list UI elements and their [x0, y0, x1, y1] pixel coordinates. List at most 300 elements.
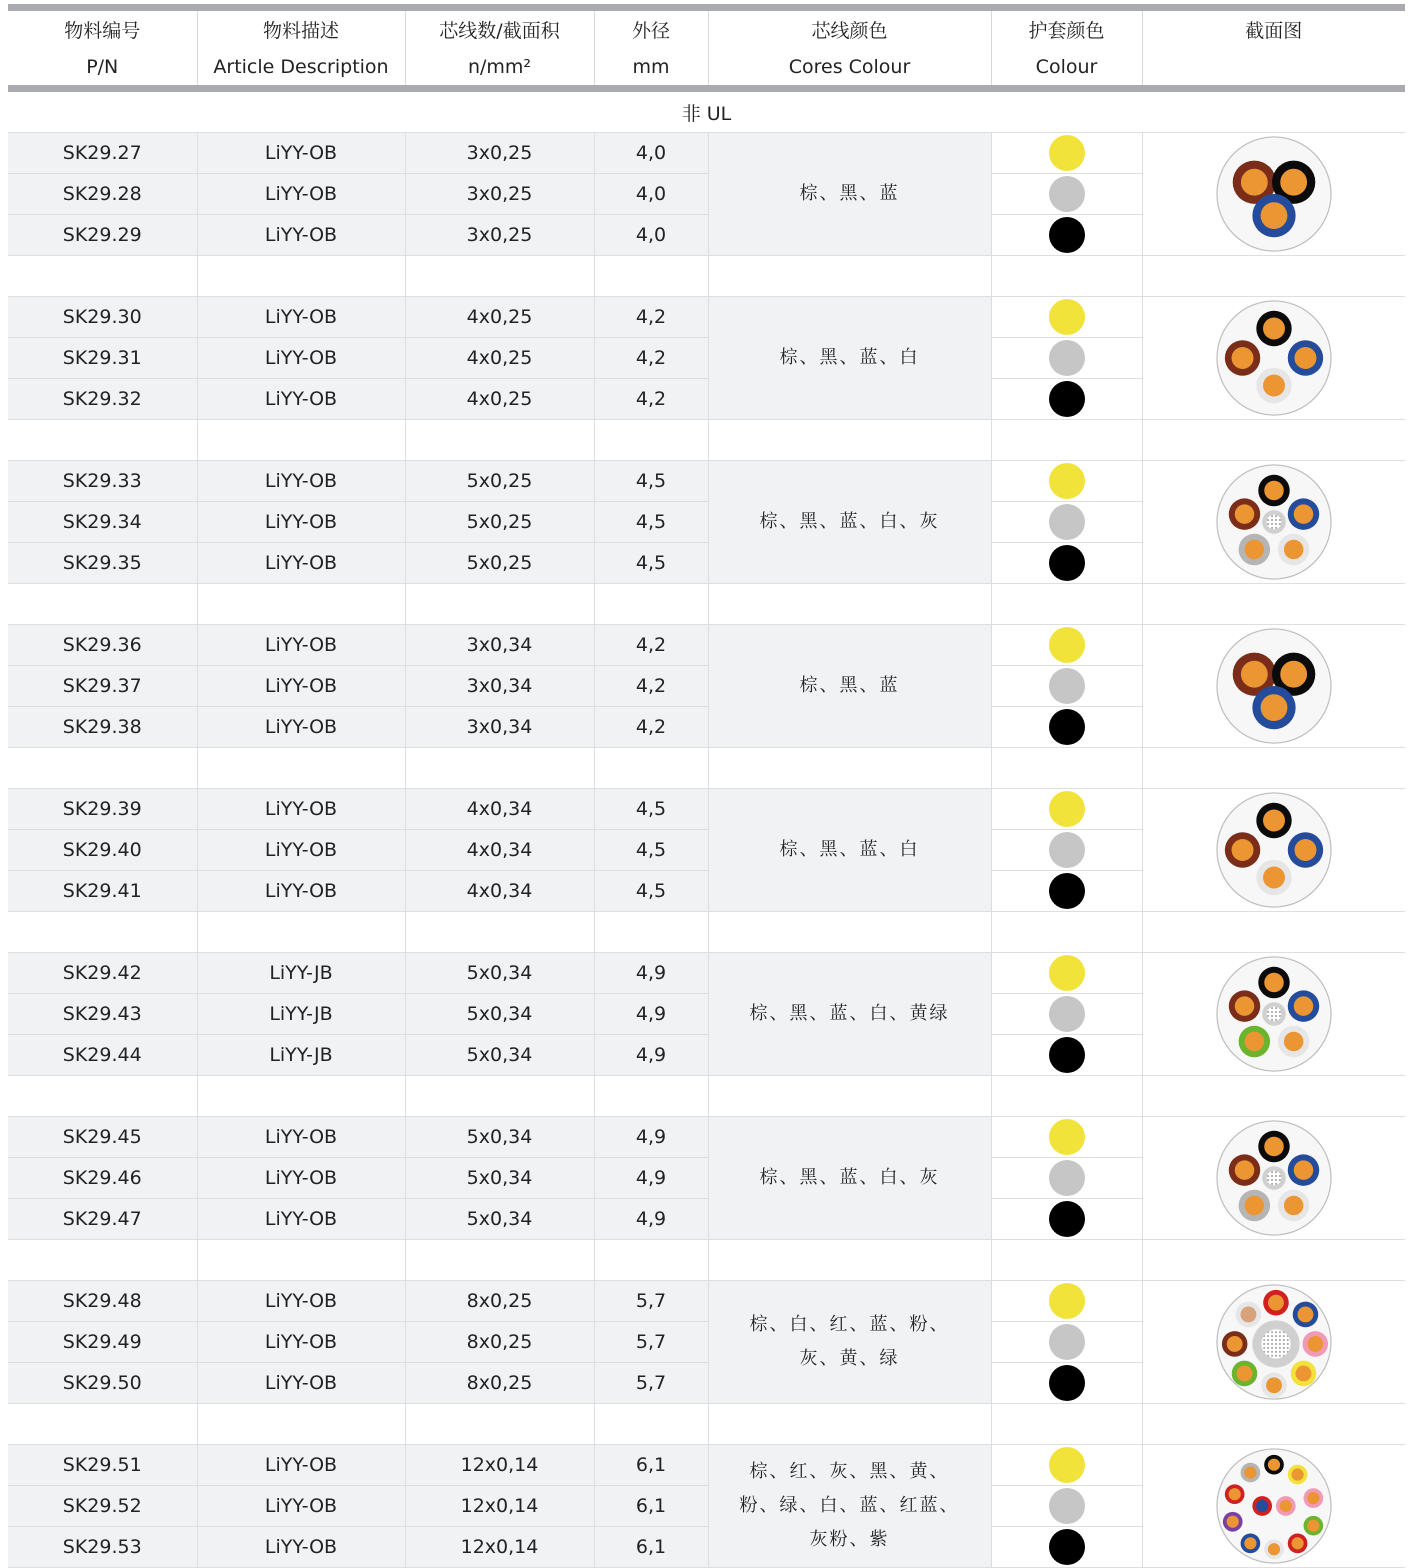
jacket-colour-swatch — [1049, 873, 1085, 909]
col-header-description-en: Article Description — [197, 48, 405, 85]
outer-diameter-cell: 4,5 — [594, 871, 708, 912]
jacket-colour-swatch — [1049, 709, 1085, 745]
product-table-sheet — [8, 4, 1405, 1568]
core-conductor — [1266, 1377, 1282, 1393]
col-header-cross-section: 截面图 — [1142, 11, 1405, 48]
cross-section-cell — [1142, 1281, 1405, 1404]
core-conductor — [1268, 1295, 1284, 1311]
core-colours-cell — [708, 133, 991, 256]
jacket-colour-swatch — [1049, 1488, 1085, 1524]
outer-diameter-cell: 4,9 — [594, 1117, 708, 1158]
jacket-colour-cell — [991, 215, 1142, 256]
part-number-cell: SK29.32 — [8, 379, 197, 420]
core-conductor — [1284, 1032, 1304, 1052]
core-conductor — [1263, 318, 1285, 340]
spacer-cell — [405, 1076, 594, 1117]
spacer-cell — [708, 1240, 991, 1281]
core-conductor — [1226, 1516, 1238, 1528]
jacket-colour-cell — [991, 502, 1142, 543]
col-header-pn: 物料编号 — [64, 20, 141, 42]
table-row — [8, 1445, 1405, 1486]
spacer-cell — [594, 420, 708, 461]
jacket-colour-cell — [991, 1035, 1142, 1076]
cores-cell: 12x0,14 — [405, 1486, 594, 1527]
core-colours-line: 棕、黑、蓝 — [799, 675, 900, 696]
cross-section-diagram — [1214, 1119, 1334, 1237]
jacket-colour-cell — [991, 830, 1142, 871]
cores-cell: 5x0,34 — [405, 1158, 594, 1199]
col-header-od: 外径 — [594, 11, 708, 48]
core-conductor — [1261, 1329, 1290, 1358]
jacket-colour-swatch — [1049, 1283, 1085, 1319]
spacer-cell — [594, 584, 708, 625]
cross-section-cell — [1142, 625, 1405, 748]
jacket-colour-swatch — [1049, 1119, 1085, 1155]
jacket-colour-swatch — [1049, 1160, 1085, 1196]
jacket-colour-swatch — [1049, 1037, 1085, 1073]
spacer-cell — [197, 256, 405, 297]
spacer-cell — [991, 256, 1142, 297]
cores-cell: 8x0,25 — [405, 1281, 594, 1322]
core-colours-line: 棕、黑、蓝、白 — [779, 347, 920, 368]
part-number-cell: SK29.29 — [8, 215, 197, 256]
spacer-cell — [594, 1240, 708, 1281]
description-cell: LiYY-OB — [197, 174, 405, 215]
core-conductor — [1260, 202, 1287, 229]
cores-cell: 5x0,34 — [405, 1035, 594, 1076]
cross-section-cell — [1142, 789, 1405, 912]
core-conductor — [1307, 1492, 1319, 1504]
core-colours-cell — [708, 625, 991, 748]
description-cell: LiYY-OB — [197, 543, 405, 584]
core-conductor — [1294, 347, 1316, 369]
jacket-colour-cell — [991, 174, 1142, 215]
outer-diameter-cell: 4,2 — [594, 666, 708, 707]
core-colours-line: 棕、黑、蓝、白、灰 — [759, 511, 940, 532]
cores-cell: 4x0,25 — [405, 379, 594, 420]
spacer-cell — [594, 256, 708, 297]
cross-section-diagram — [1214, 299, 1334, 417]
core-conductor — [1240, 1307, 1256, 1323]
description-cell: LiYY-OB — [197, 1322, 405, 1363]
cross-section-diagram — [1214, 463, 1334, 581]
core-colours-cell — [708, 789, 991, 912]
part-number-cell: SK29.38 — [8, 707, 197, 748]
jacket-colour-cell — [991, 543, 1142, 584]
outer-diameter-cell: 4,5 — [594, 789, 708, 830]
outer-diameter-cell: 4,2 — [594, 707, 708, 748]
cores-cell: 12x0,14 — [405, 1445, 594, 1486]
spacer-cell — [594, 1404, 708, 1445]
core-conductor — [1268, 1543, 1280, 1555]
core-conductor — [1266, 515, 1281, 530]
description-cell: LiYY-OB — [197, 830, 405, 871]
cores-cell: 5x0,34 — [405, 994, 594, 1035]
outer-diameter-cell: 5,7 — [594, 1363, 708, 1404]
spacer-cell — [8, 912, 197, 953]
jacket-colour-cell — [991, 297, 1142, 338]
jacket-colour-cell — [991, 1363, 1142, 1404]
spacer-cell — [197, 748, 405, 789]
jacket-colour-cell — [991, 1445, 1142, 1486]
description-cell: LiYY-OB — [197, 1281, 405, 1322]
core-colours-cell — [708, 461, 991, 584]
outer-diameter-cell: 4,0 — [594, 174, 708, 215]
outer-diameter-cell: 5,7 — [594, 1281, 708, 1322]
cores-cell: 3x0,25 — [405, 133, 594, 174]
jacket-colour-swatch — [1049, 996, 1085, 1032]
core-conductor — [1293, 504, 1313, 524]
core-conductor — [1263, 867, 1285, 889]
spacer-cell — [991, 1404, 1142, 1445]
core-colours-cell — [708, 1445, 991, 1568]
part-number-cell: SK29.35 — [8, 543, 197, 584]
core-conductor — [1263, 375, 1285, 397]
part-number-cell: SK29.33 — [8, 461, 197, 502]
cores-cell: 12x0,14 — [405, 1527, 594, 1568]
section-label: 非 UL — [8, 92, 1405, 133]
jacket-colour-cell — [991, 994, 1142, 1035]
cores-cell: 5x0,34 — [405, 953, 594, 994]
part-number-cell: SK29.30 — [8, 297, 197, 338]
table-row — [8, 133, 1405, 174]
core-colours-line: 灰、黄、绿 — [799, 1348, 900, 1369]
spacer-row — [8, 1404, 1405, 1445]
jacket-colour-cell — [991, 1199, 1142, 1240]
cores-cell: 3x0,34 — [405, 666, 594, 707]
spacer-cell — [708, 256, 991, 297]
part-number-cell: SK29.31 — [8, 338, 197, 379]
table-row — [8, 297, 1405, 338]
description-cell: LiYY-JB — [197, 994, 405, 1035]
spacer-row — [8, 584, 1405, 625]
spacer-cell — [991, 912, 1142, 953]
header-row-zh — [8, 11, 1405, 48]
jacket-colour-cell — [991, 1322, 1142, 1363]
spacer-cell — [708, 748, 991, 789]
outer-diameter-cell: 4,0 — [594, 133, 708, 174]
part-number-cell: SK29.45 — [8, 1117, 197, 1158]
cores-cell: 5x0,25 — [405, 502, 594, 543]
description-cell: LiYY-OB — [197, 707, 405, 748]
cores-cell: 3x0,25 — [405, 174, 594, 215]
core-conductor — [1264, 973, 1284, 993]
core-conductor — [1241, 661, 1268, 688]
jacket-colour-cell — [991, 1527, 1142, 1568]
cores-cell: 3x0,34 — [405, 707, 594, 748]
spacer-cell — [594, 748, 708, 789]
col-header-od-en: mm — [594, 48, 708, 85]
outer-diameter-cell: 4,9 — [594, 994, 708, 1035]
spacer-cell — [1142, 584, 1405, 625]
col-header-cross-section-en — [1142, 48, 1405, 85]
spacer-cell — [594, 1076, 708, 1117]
outer-diameter-cell: 6,1 — [594, 1486, 708, 1527]
spacer-cell — [1142, 420, 1405, 461]
table-row — [8, 1281, 1405, 1322]
part-number-cell: SK29.36 — [8, 625, 197, 666]
description-cell: LiYY-OB — [197, 1199, 405, 1240]
part-number-cell: SK29.49 — [8, 1322, 197, 1363]
core-conductor — [1284, 1196, 1304, 1216]
core-conductor — [1294, 839, 1316, 861]
jacket-colour-cell — [991, 338, 1142, 379]
description-cell: LiYY-OB — [197, 871, 405, 912]
header-table — [8, 11, 1405, 85]
table-row — [8, 789, 1405, 830]
spacer-cell — [594, 912, 708, 953]
spacer-cell — [8, 1404, 197, 1445]
cores-cell: 5x0,34 — [405, 1117, 594, 1158]
core-conductor — [1260, 694, 1287, 721]
description-cell: LiYY-OB — [197, 1117, 405, 1158]
jacket-colour-cell — [991, 707, 1142, 748]
spacer-row — [8, 1076, 1405, 1117]
core-colours-line: 棕、黑、蓝、白 — [779, 839, 920, 860]
spacer-cell — [708, 420, 991, 461]
spacer-cell — [8, 1240, 197, 1281]
outer-diameter-cell: 4,9 — [594, 1199, 708, 1240]
part-number-cell: SK29.40 — [8, 830, 197, 871]
spacer-cell — [1142, 1240, 1405, 1281]
outer-diameter-cell: 4,5 — [594, 461, 708, 502]
header-rule — [8, 85, 1405, 92]
core-conductor — [1256, 1500, 1268, 1512]
core-conductor — [1241, 169, 1268, 196]
outer-diameter-cell: 4,5 — [594, 502, 708, 543]
core-conductor — [1291, 1537, 1303, 1549]
description-cell: LiYY-OB — [197, 502, 405, 543]
jacket-colour-swatch — [1049, 1365, 1085, 1401]
jacket-colour-swatch — [1049, 627, 1085, 663]
cross-section-diagram — [1214, 1283, 1334, 1401]
core-conductor — [1280, 169, 1307, 196]
part-number-cell: SK29.47 — [8, 1199, 197, 1240]
table-row — [8, 1117, 1405, 1158]
spacer-cell — [197, 1404, 405, 1445]
cores-cell: 3x0,25 — [405, 215, 594, 256]
description-cell: LiYY-OB — [197, 1363, 405, 1404]
jacket-colour-cell — [991, 666, 1142, 707]
cores-cell: 4x0,25 — [405, 338, 594, 379]
spacer-cell — [405, 256, 594, 297]
spacer-cell — [991, 1240, 1142, 1281]
outer-diameter-cell: 4,2 — [594, 338, 708, 379]
spacer-cell — [708, 912, 991, 953]
jacket-colour-swatch — [1049, 176, 1085, 212]
core-conductor — [1234, 504, 1254, 524]
jacket-colour-swatch — [1049, 463, 1085, 499]
part-number-cell: SK29.50 — [8, 1363, 197, 1404]
spacer-cell — [708, 584, 991, 625]
core-conductor — [1293, 996, 1313, 1016]
spacer-cell — [1142, 912, 1405, 953]
table-row — [8, 953, 1405, 994]
spacer-row — [8, 1240, 1405, 1281]
jacket-colour-swatch — [1049, 1529, 1085, 1565]
col-header-core-colours-en: Cores Colour — [708, 48, 991, 85]
spacer-cell — [405, 912, 594, 953]
part-number-cell: SK29.48 — [8, 1281, 197, 1322]
jacket-colour-cell — [991, 1486, 1142, 1527]
core-colours-cell — [708, 953, 991, 1076]
core-conductor — [1264, 481, 1284, 501]
outer-diameter-cell: 4,2 — [594, 297, 708, 338]
col-header-cores: 芯线数/截面积 — [405, 11, 594, 48]
spacer-cell — [8, 256, 197, 297]
core-colours-cell — [708, 297, 991, 420]
core-colours-line: 粉、绿、白、蓝、红蓝、 — [739, 1495, 960, 1516]
part-number-cell: SK29.46 — [8, 1158, 197, 1199]
jacket-colour-swatch — [1049, 668, 1085, 704]
core-conductor — [1291, 1468, 1303, 1480]
core-colours-line: 棕、黑、蓝、白、黄绿 — [749, 1003, 950, 1024]
spacer-cell — [708, 1076, 991, 1117]
description-cell: LiYY-OB — [197, 1445, 405, 1486]
core-colours-line: 棕、白、红、蓝、粉、 — [749, 1314, 950, 1335]
part-number-cell: SK29.44 — [8, 1035, 197, 1076]
jacket-colour-swatch — [1049, 504, 1085, 540]
spacer-cell — [8, 420, 197, 461]
outer-diameter-cell: 6,1 — [594, 1445, 708, 1486]
cross-section-cell — [1142, 1117, 1405, 1240]
core-conductor — [1244, 1032, 1264, 1052]
core-conductor — [1293, 1160, 1313, 1180]
outer-diameter-cell: 4,2 — [594, 379, 708, 420]
core-conductor — [1231, 839, 1253, 861]
core-conductor — [1244, 540, 1264, 560]
spacer-cell — [405, 1404, 594, 1445]
jacket-colour-swatch — [1049, 955, 1085, 991]
cores-cell: 4x0,34 — [405, 830, 594, 871]
cross-section-diagram — [1214, 955, 1334, 1073]
cross-section-diagram — [1214, 135, 1334, 253]
part-number-cell: SK29.27 — [8, 133, 197, 174]
spacer-row — [8, 420, 1405, 461]
core-colours-line: 棕、红、灰、黑、黄、 — [749, 1461, 950, 1482]
core-conductor — [1280, 661, 1307, 688]
spacer-row — [8, 256, 1405, 297]
description-cell: LiYY-OB — [197, 379, 405, 420]
cores-cell: 5x0,25 — [405, 543, 594, 584]
spacer-row — [8, 748, 1405, 789]
core-colours-cell — [708, 1281, 991, 1404]
core-conductor — [1234, 996, 1254, 1016]
body-table — [8, 92, 1405, 1568]
description-cell: LiYY-JB — [197, 1035, 405, 1076]
outer-diameter-cell: 4,9 — [594, 1035, 708, 1076]
core-conductor — [1268, 1459, 1280, 1471]
jacket-colour-swatch — [1049, 832, 1085, 868]
core-colours-line: 棕、黑、蓝 — [799, 183, 900, 204]
cores-cell: 3x0,34 — [405, 625, 594, 666]
spacer-cell — [405, 584, 594, 625]
cross-section-diagram — [1214, 627, 1334, 745]
jacket-colour-swatch — [1049, 135, 1085, 171]
col-header-cores-en: n/mm² — [405, 48, 594, 85]
spacer-cell — [8, 1076, 197, 1117]
core-conductor — [1266, 1007, 1281, 1022]
part-number-cell: SK29.43 — [8, 994, 197, 1035]
spacer-cell — [405, 420, 594, 461]
table-row — [8, 625, 1405, 666]
spacer-cell — [1142, 1404, 1405, 1445]
outer-diameter-cell: 6,1 — [594, 1527, 708, 1568]
jacket-colour-swatch — [1049, 1324, 1085, 1360]
jacket-colour-cell — [991, 133, 1142, 174]
cross-section-diagram — [1214, 1447, 1334, 1565]
cross-section-cell — [1142, 1445, 1405, 1568]
outer-diameter-cell: 4,9 — [594, 953, 708, 994]
jacket-colour-cell — [991, 1281, 1142, 1322]
cross-section-cell — [1142, 953, 1405, 1076]
spacer-cell — [197, 1240, 405, 1281]
cores-cell: 5x0,34 — [405, 1199, 594, 1240]
jacket-colour-cell — [991, 1158, 1142, 1199]
part-number-cell: SK29.37 — [8, 666, 197, 707]
description-cell: LiYY-OB — [197, 1527, 405, 1568]
outer-diameter-cell: 4,0 — [594, 215, 708, 256]
jacket-colour-swatch — [1049, 1201, 1085, 1237]
spacer-cell — [991, 748, 1142, 789]
table-row — [8, 461, 1405, 502]
outer-diameter-cell: 4,2 — [594, 625, 708, 666]
part-number-cell: SK29.42 — [8, 953, 197, 994]
description-cell: LiYY-OB — [197, 215, 405, 256]
jacket-colour-cell — [991, 625, 1142, 666]
description-cell: LiYY-OB — [197, 1486, 405, 1527]
core-conductor — [1266, 1171, 1281, 1186]
part-number-cell: SK29.53 — [8, 1527, 197, 1568]
outer-diameter-cell: 5,7 — [594, 1322, 708, 1363]
core-conductor — [1264, 1137, 1284, 1157]
description-cell: LiYY-OB — [197, 297, 405, 338]
col-header-jacket-colour: 护套颜色 — [991, 11, 1142, 48]
description-cell: LiYY-OB — [197, 461, 405, 502]
spacer-row — [8, 912, 1405, 953]
core-conductor — [1295, 1366, 1311, 1382]
part-number-cell: SK29.51 — [8, 1445, 197, 1486]
jacket-colour-swatch — [1049, 1447, 1085, 1483]
part-number-cell: SK29.34 — [8, 502, 197, 543]
outer-diameter-cell: 4,5 — [594, 830, 708, 871]
spacer-cell — [405, 1240, 594, 1281]
jacket-colour-swatch — [1049, 791, 1085, 827]
core-conductor — [1234, 1160, 1254, 1180]
jacket-colour-swatch — [1049, 340, 1085, 376]
spacer-cell — [1142, 256, 1405, 297]
cross-section-cell — [1142, 461, 1405, 584]
spacer-cell — [197, 420, 405, 461]
core-colours-cell — [708, 1117, 991, 1240]
description-cell: LiYY-OB — [197, 338, 405, 379]
jacket-colour-cell — [991, 461, 1142, 502]
spacer-cell — [405, 748, 594, 789]
description-cell: LiYY-OB — [197, 133, 405, 174]
part-number-cell: SK29.39 — [8, 789, 197, 830]
spacer-cell — [197, 912, 405, 953]
jacket-colour-cell — [991, 871, 1142, 912]
cores-cell: 4x0,25 — [405, 297, 594, 338]
description-cell: LiYY-OB — [197, 789, 405, 830]
core-conductor — [1284, 540, 1304, 560]
jacket-colour-cell — [991, 379, 1142, 420]
col-header-description: 物料描述 — [197, 11, 405, 48]
core-conductor — [1226, 1336, 1242, 1352]
outer-diameter-cell: 4,9 — [594, 1158, 708, 1199]
spacer-cell — [708, 1404, 991, 1445]
core-conductor — [1307, 1336, 1323, 1352]
